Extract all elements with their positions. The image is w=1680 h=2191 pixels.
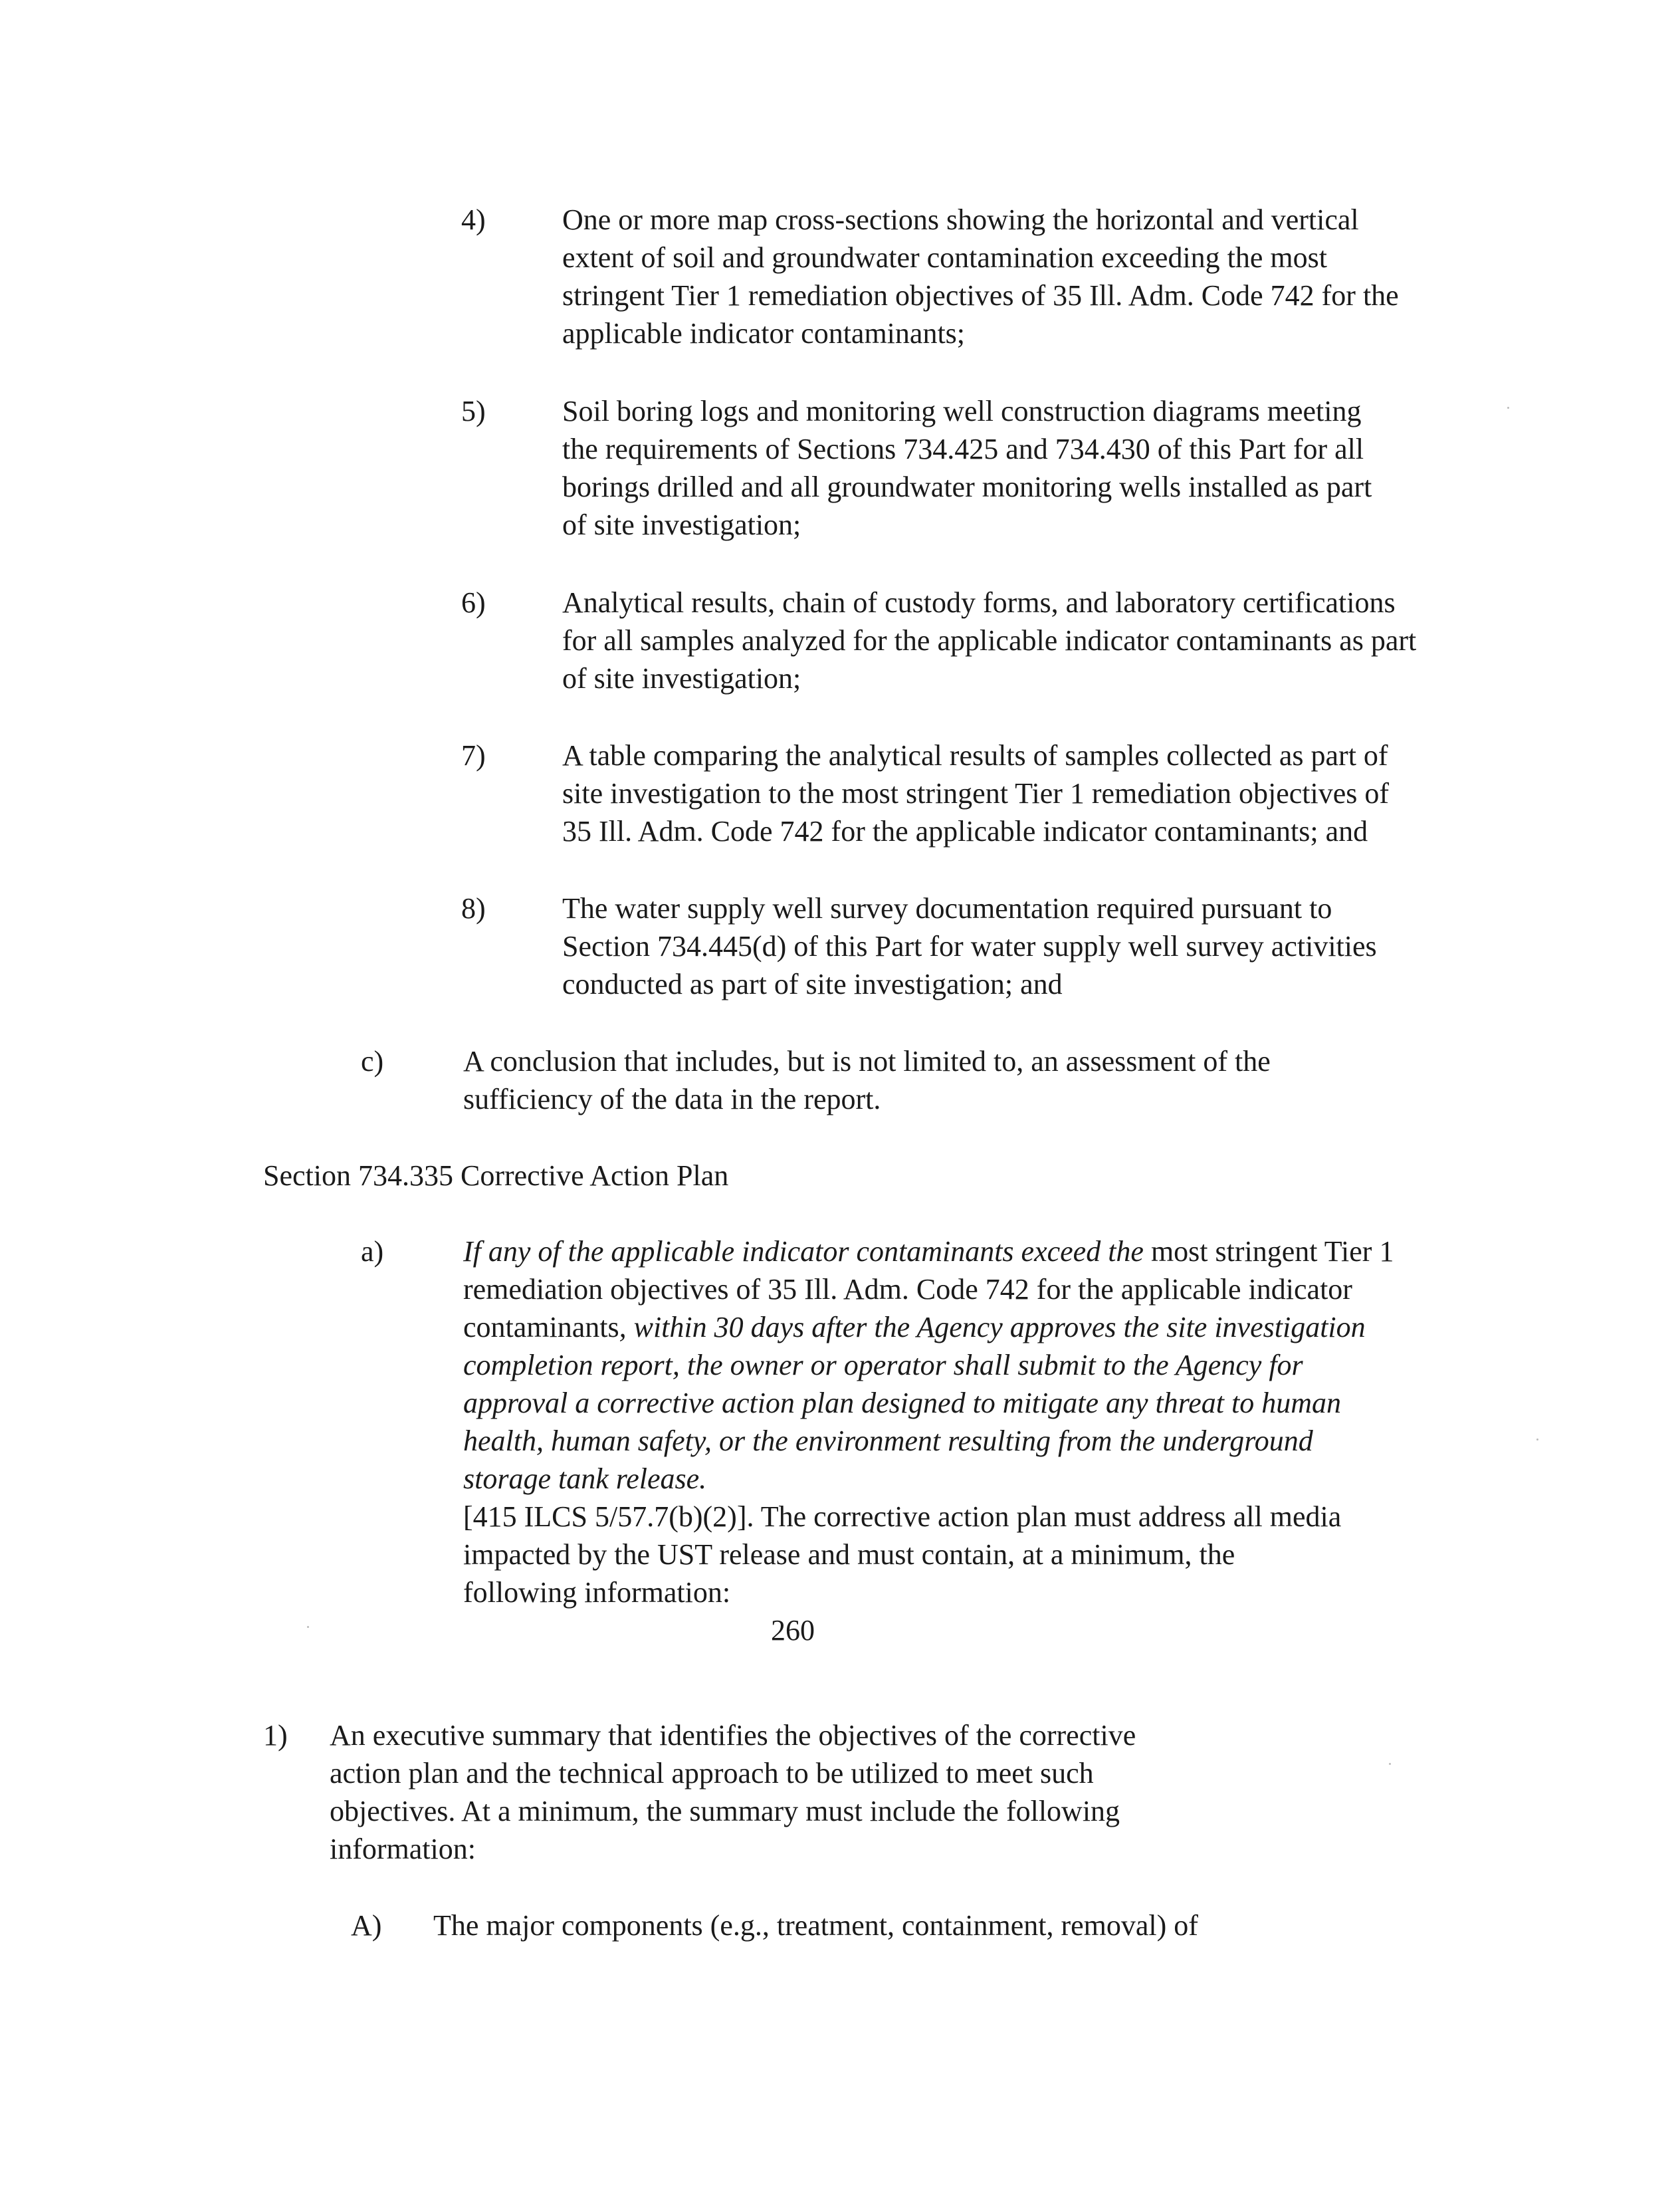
- item-marker-6: 6): [461, 586, 486, 619]
- item-6-line-1: Analytical results, chain of custody forms, and laboratory certifications: [562, 586, 1396, 619]
- item-a-tail-line-3: following information:: [463, 1576, 731, 1609]
- item-6-line-2: for all samples analyzed for the applicable indicator contaminants as part: [562, 624, 1417, 657]
- item-4-line-1: One or more map cross-sections showing the horizontal and vertical: [562, 203, 1359, 236]
- item-a-italic-line-4: storage tank release.: [463, 1462, 707, 1495]
- item-marker-A: A): [351, 1909, 382, 1942]
- item-a-line-3: [463, 1308, 1366, 1346]
- item-5-line-2: the requirements of Sections 734.425 and 734.430 of this Part for all: [562, 433, 1364, 465]
- item-A-line-1: The major components (e.g., treatment, containment, removal) of: [433, 1909, 1198, 1942]
- item-a-tail-line-2: impacted by the UST release and must contain, at a minimum, the: [463, 1538, 1235, 1571]
- item-marker-7: 7): [461, 739, 486, 772]
- item-a-line-3-italic: , within 30 days after the Agency approves the site investigation: [619, 1311, 1366, 1343]
- item-1-line-1: An executive summary that identifies the objectives of the corrective: [330, 1719, 1136, 1752]
- item-4-line-2: extent of soil and groundwater contamination exceeding the most: [562, 241, 1328, 274]
- item-a-tail-line-1: [415 ILCS 5/57.7(b)(2)]. The corrective action plan must address all media: [463, 1500, 1342, 1533]
- item-1-line-3: objectives. At a minimum, the summary must include the following: [330, 1795, 1120, 1827]
- item-a-line-2: remediation objectives of 35 Ill. Adm. Code 742 for the applicable indicator: [463, 1273, 1352, 1306]
- item-8-line-3: conducted as part of site investigation; and: [562, 968, 1063, 1000]
- scan-speck: [1389, 1763, 1391, 1765]
- item-a-italic-line-3: health, human safety, or the environment resulting from the underground: [463, 1425, 1313, 1457]
- item-7-line-2: site investigation to the most stringent Tier 1 remediation objectives of: [562, 777, 1390, 810]
- item-a-line-1-italic: If any of the applicable indicator contaminants exceed the: [463, 1235, 1144, 1268]
- item-c-line-2: sufficiency of the data in the report.: [463, 1083, 881, 1115]
- item-marker-a: a): [361, 1235, 384, 1268]
- item-c-line-1: A conclusion that includes, but is not limited to, an assessment of the: [463, 1045, 1271, 1078]
- item-8-line-2: Section 734.445(d) of this Part for water supply well survey activities: [562, 930, 1377, 963]
- item-6-line-3: of site investigation;: [562, 662, 801, 695]
- item-marker-c: c): [361, 1045, 384, 1078]
- item-5-line-4: of site investigation;: [562, 509, 801, 541]
- item-marker-5: 5): [461, 395, 486, 427]
- item-4-line-4: applicable indicator contaminants;: [562, 317, 966, 350]
- item-a-line-1: [463, 1232, 1394, 1270]
- item-marker-1: 1): [263, 1719, 288, 1752]
- item-a-line-1-regular: most stringent Tier 1: [1143, 1235, 1394, 1268]
- item-7-line-1: A table comparing the analytical results of samples collected as part of: [562, 739, 1388, 772]
- scan-speck: [307, 1626, 309, 1628]
- item-marker-8: 8): [461, 892, 486, 925]
- item-4-line-3: stringent Tier 1 remediation objectives of 35 Ill. Adm. Code 742 for the: [562, 279, 1399, 312]
- item-5-line-1: Soil boring logs and monitoring well construction diagrams meeting: [562, 395, 1362, 427]
- item-marker-4: 4): [461, 203, 486, 236]
- item-1-line-4: information:: [330, 1833, 476, 1865]
- item-5-line-3: borings drilled and all groundwater monitoring wells installed as part: [562, 471, 1372, 503]
- item-7-line-3: 35 Ill. Adm. Code 742 for the applicable indicator contaminants; and: [562, 815, 1368, 848]
- scan-speck: [1507, 407, 1509, 409]
- section-heading: Section 734.335 Corrective Action Plan: [263, 1159, 729, 1192]
- item-a-italic-line-1: completion report, the owner or operator shall submit to the Agency for: [463, 1349, 1303, 1381]
- scan-speck: [1536, 1439, 1538, 1441]
- item-8-line-1: The water supply well survey documentation required pursuant to: [562, 892, 1332, 925]
- item-1-line-2: action plan and the technical approach to be utilized to meet such: [330, 1757, 1094, 1789]
- item-a-italic-line-2: approval a corrective action plan designed to mitigate any threat to human: [463, 1387, 1341, 1419]
- item-a-line-3-regular: contaminants: [463, 1311, 619, 1343]
- page-number: 260: [771, 1614, 815, 1647]
